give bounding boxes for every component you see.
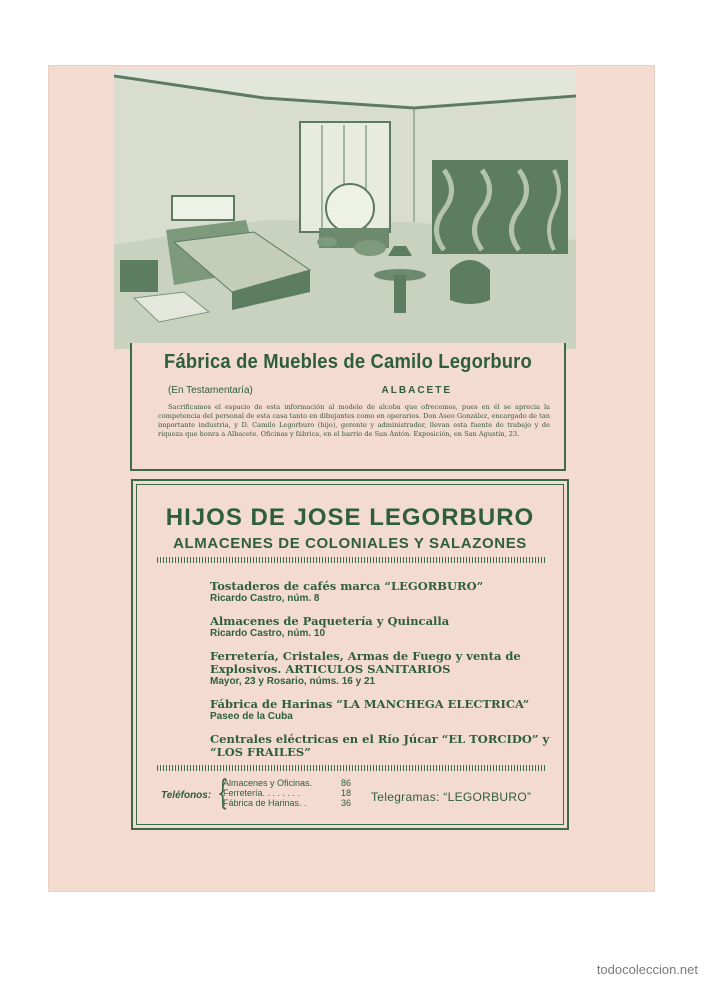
phones-label: Teléfonos:	[161, 790, 212, 801]
item-address: Ricardo Castro, núm. 8	[210, 593, 320, 604]
magazine-page	[48, 65, 655, 892]
hijos-subtitle: ALMACENES DE COLONIALES Y SALAZONES	[173, 535, 527, 552]
phone-label: Fábrica de Harinas. .	[223, 798, 307, 808]
item-title: Tostaderos de cafés marca “LEGORBURO”	[210, 579, 484, 593]
hijos-inner-frame	[136, 484, 564, 825]
business-list	[210, 580, 555, 769]
phone-row	[223, 798, 351, 808]
phone-list	[223, 778, 351, 808]
list-item	[210, 733, 555, 759]
hijos-advert	[131, 479, 569, 830]
phone-row	[223, 788, 351, 798]
item-address: Ricardo Castro, núm. 10	[210, 628, 326, 639]
brace-icon: {	[217, 773, 229, 813]
list-item	[210, 650, 555, 688]
phone-row	[223, 778, 351, 788]
hatch-divider-bottom	[157, 765, 547, 771]
phone-label: Almacenes y Oficinas.	[223, 778, 313, 788]
watermark-text: todocoleccion.net	[596, 962, 698, 977]
hatch-divider-top	[157, 557, 547, 563]
list-item	[210, 615, 555, 640]
furniture-subtitle-left: (En Testamentaría)	[168, 385, 253, 396]
phone-number: 36	[340, 798, 351, 808]
item-title: Centrales eléctricas en el Río Júcar “EL TORCIDO” y “LOS FRAILES”	[210, 732, 550, 759]
list-item	[210, 698, 555, 723]
phone-number: 86	[340, 778, 351, 788]
furniture-body-text: Sacrificamos el espacio de esta información al modelo de alcoba que ofrecemos, pues en él se aprecia la competencia del personal de esta casa tanto en dibujantes como en operarios. Don Aseo González, encargado de tan importante industria, y D. Camilo Legorburo (hijo), gerente y administrador, llevan esta fuente de trabajo y de riqueza que honra a Albacete. Oficinas y fábrica, en el barrio de San Antón. Exposición, en San Agustín, 23.	[158, 403, 550, 438]
bedroom-drawing	[114, 70, 576, 349]
furniture-title: Fábrica de Muebles de Camilo Legorburo	[164, 351, 532, 373]
item-title: Fábrica de Harinas “LA MANCHEGA ELECTRICA”	[210, 697, 530, 711]
item-title: Almacenes de Paquetería y Quincalla	[210, 614, 450, 628]
phone-number: 18	[340, 788, 351, 798]
list-item	[210, 580, 555, 605]
furniture-location: ALBACETE	[381, 385, 452, 396]
bedroom-illustration	[114, 70, 576, 349]
hijos-title: HIJOS DE JOSE LEGORBURO	[165, 504, 535, 531]
item-address: Mayor, 23 y Rosario, núms. 16 y 21	[210, 676, 376, 687]
furniture-advert	[130, 343, 566, 471]
telegrams-text: Telegramas: “LEGORBURO”	[371, 790, 532, 804]
item-address: Paseo de la Cuba	[210, 711, 293, 722]
item-title: Ferretería, Cristales, Armas de Fuego y venta de Explosivos. ARTICULOS SANITARIOS	[210, 649, 521, 676]
phone-label: Ferretería. . . . . . . .	[223, 788, 301, 798]
